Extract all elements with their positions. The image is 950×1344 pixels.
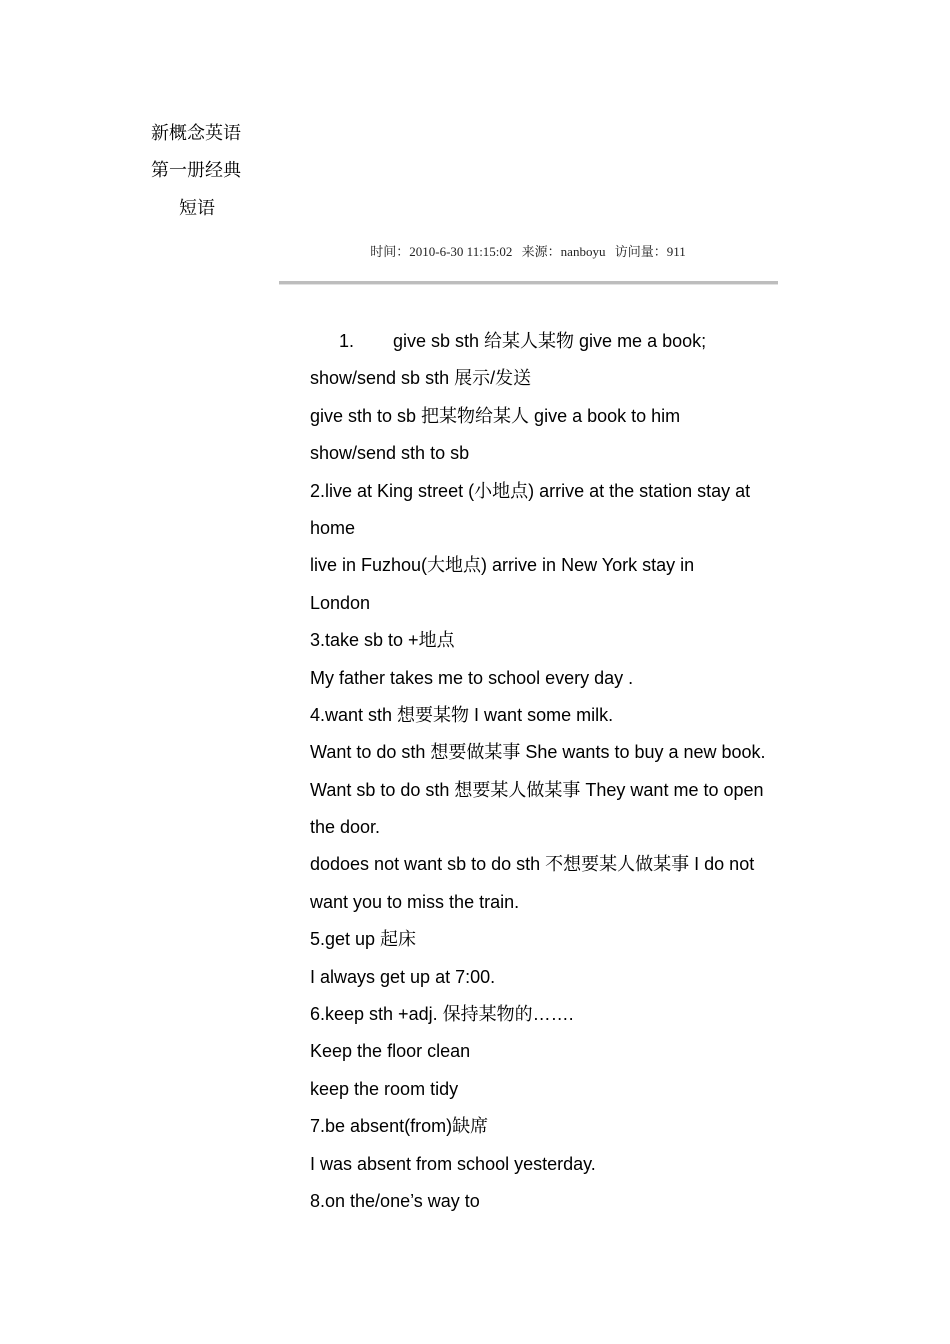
text-line: 4.want sth 想要某物 I want some milk. <box>310 704 614 725</box>
text-line: London <box>310 592 371 613</box>
text-line: live in Fuzhou(大地点) arrive in New York stay in <box>310 555 695 576</box>
text-line: the door. <box>310 817 381 838</box>
article-body <box>310 323 830 1220</box>
meta-source: 来源：nanboyu <box>521 244 606 259</box>
meta-visits: 访问量：911 <box>614 244 686 259</box>
text-line <box>310 323 830 360</box>
title-line-1: 新概念英语 <box>151 123 241 143</box>
text-line: keep the room tidy <box>310 1078 459 1099</box>
text-line: dodoes not want sb to do sth 不想要某人做某事 I do not <box>310 854 755 875</box>
text-line: 3.take sb to +地点 <box>310 630 455 651</box>
text-line: 8.on the/one’s way to <box>310 1190 480 1211</box>
text-line: 2.live at King street (小地点) arrive at the station stay at <box>310 480 751 501</box>
text-line: want you to miss the train. <box>310 891 520 912</box>
text-line: show/send sth to sb <box>310 443 470 464</box>
divider <box>279 281 778 285</box>
text-line: My father takes me to school every day . <box>310 667 634 688</box>
text-line: I was absent from school yesterday. <box>310 1153 596 1174</box>
list-number: 1. <box>339 331 355 351</box>
text-line: Want sb to do sth 想要某人做某事 They want me to open <box>310 779 764 800</box>
title-line-2: 第一册经典 <box>151 160 241 180</box>
text-line: 7.be absent(from)缺席 <box>310 1116 489 1137</box>
article-meta <box>0 241 950 260</box>
text-line: Want to do sth 想要做某事 She wants to buy a new book. <box>310 742 766 763</box>
text-line-content: give sb sth 给某人某物 give me a book; <box>393 331 707 351</box>
meta-time: 时间：2010-6-30 11:15:02 <box>370 244 513 259</box>
text-line: I always get up at 7:00. <box>310 966 496 987</box>
text-line: home <box>310 517 356 538</box>
text-line: show/send sb sth 展示/发送 <box>310 368 532 389</box>
text-line: 6.keep sth +adj. 保持某物的……. <box>310 1004 574 1025</box>
title-line-3: 短语 <box>179 198 215 218</box>
text-line: Keep the floor clean <box>310 1041 471 1062</box>
text-line: 5.get up 起床 <box>310 929 417 950</box>
text-line: give sth to sb 把某物给某人 give a book to him <box>310 405 681 426</box>
